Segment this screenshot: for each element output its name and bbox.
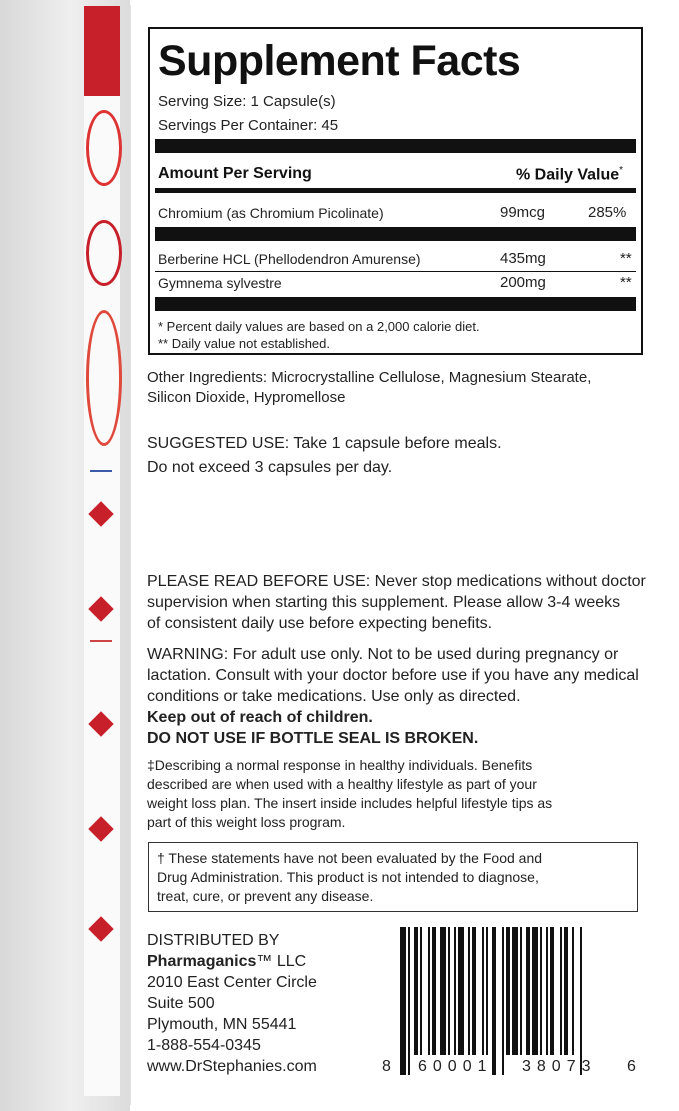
barcode-digit-group: 60001 <box>418 1058 493 1075</box>
serving-size: Serving Size: 1 Capsule(s) <box>158 93 336 110</box>
barcode-bar <box>408 927 410 1075</box>
barcode-bar <box>532 927 538 1055</box>
city-line: Plymouth, MN 55441 <box>147 1016 297 1033</box>
ingredient-daily-value: ** <box>620 274 632 291</box>
barcode-bar <box>512 927 518 1055</box>
please-read-line: supervision when starting this supplement. Please allow 3-4 weeks <box>147 594 621 611</box>
fda-line: Drug Administration. This product is not intended to diagnose, <box>157 869 539 885</box>
facts-title: Supplement Facts <box>158 37 521 85</box>
barcode-bar <box>520 927 522 1055</box>
amount-per-serving-header: Amount Per Serving <box>158 165 312 182</box>
barcode-icon <box>394 925 637 1077</box>
thick-rule <box>155 297 636 311</box>
barcode-digit: 8 <box>382 1058 391 1075</box>
barcode-digit-group: 38073 <box>522 1058 597 1075</box>
other-ingredients-line: Other Ingredients: Microcrystalline Cellulose, Magnesium Stearate, <box>147 369 592 386</box>
address-line: 2010 East Center Circle <box>147 974 317 991</box>
ingredient-daily-value: ** <box>620 250 632 267</box>
barcode-digit: 6 <box>627 1058 636 1075</box>
barcode-bar <box>492 927 496 1075</box>
barcode-bar <box>414 927 418 1055</box>
describing-line: weight loss plan. The insert inside includes helpful lifestyle tips as <box>147 795 553 811</box>
side-divider <box>90 640 112 642</box>
website-url: www.DrStephanies.com <box>147 1058 317 1075</box>
barcode-bar <box>572 927 574 1055</box>
barcode-bar <box>448 927 450 1055</box>
barcode-bar <box>454 927 456 1055</box>
ingredient-name: Berberine HCL (Phellodendron Amurense) <box>158 251 421 267</box>
side-divider <box>90 470 112 472</box>
barcode-bar <box>472 927 476 1055</box>
barcode-bar <box>540 927 542 1055</box>
medium-rule <box>155 188 636 193</box>
barcode-bar <box>580 927 582 1075</box>
fda-line: treat, cure, or prevent any disease. <box>157 888 374 904</box>
describing-line: ‡Describing a normal response in healthy individuals. Benefits <box>147 757 533 773</box>
barcode-bar <box>400 927 406 1075</box>
footnote-not-established: ** Daily value not established. <box>158 336 330 351</box>
please-read-line: of consistent daily use before expecting benefits. <box>147 615 493 632</box>
warning-line: lactation. Consult with your doctor before use if you have any medical <box>147 667 639 684</box>
barcode-bar <box>468 927 470 1055</box>
thick-rule <box>155 139 636 153</box>
thick-rule <box>155 227 636 241</box>
company-name: Pharmaganics™ LLC <box>147 953 307 970</box>
ingredient-name: Gymnema sylvestre <box>158 275 282 291</box>
suggested-use-line: Do not exceed 3 capsules per day. <box>147 459 393 476</box>
ingredient-daily-value: 285% <box>588 204 627 221</box>
seal-warning: DO NOT USE IF BOTTLE SEAL IS BROKEN. <box>147 730 479 747</box>
barcode-bar <box>560 927 562 1055</box>
barcode-bar <box>420 927 422 1055</box>
address-line: Suite 500 <box>147 995 215 1012</box>
barcode-bar <box>550 927 554 1055</box>
barcode-bar <box>506 927 510 1055</box>
side-panel-red-band <box>84 6 120 96</box>
ingredient-amount: 435mg <box>500 250 546 267</box>
ingredient-amount: 200mg <box>500 274 546 291</box>
supplement-facts-panel <box>148 27 643 355</box>
barcode-bar <box>486 927 488 1055</box>
distributed-by-label: DISTRIBUTED BY <box>147 932 280 949</box>
please-read-line: PLEASE READ BEFORE USE: Never stop medications without doctor <box>147 573 646 590</box>
barcode-bar <box>482 927 484 1055</box>
side-circle-icon <box>86 310 122 446</box>
suggested-use-line: SUGGESTED USE: Take 1 capsule before meals. <box>147 435 502 452</box>
daily-value-header: % Daily Value* <box>516 165 624 184</box>
barcode-bar <box>564 927 568 1055</box>
side-circle-icon <box>86 110 122 186</box>
barcode-bar <box>440 927 446 1055</box>
warning-line: WARNING: For adult use only. Not to be used during pregnancy or <box>147 646 619 663</box>
ingredient-amount: 99mcg <box>500 204 546 221</box>
barcode-bar <box>428 927 430 1055</box>
barcode-bar <box>526 927 530 1055</box>
servings-per-container: Servings Per Container: 45 <box>158 117 339 134</box>
other-ingredients-line: Silicon Dioxide, Hypromellose <box>147 389 346 406</box>
side-circle-icon <box>86 220 122 286</box>
barcode-bar <box>458 927 464 1055</box>
describing-line: part of this weight loss program. <box>147 814 346 830</box>
barcode-bar <box>502 927 504 1075</box>
describing-line: described are when used with a healthy lifestyle as part of your <box>147 776 537 792</box>
keep-out-of-reach: Keep out of reach of children. <box>147 709 373 726</box>
ingredient-name: Chromium (as Chromium Picolinate) <box>158 205 384 221</box>
phone-number: 1-888-554-0345 <box>147 1037 261 1054</box>
barcode-bar <box>432 927 436 1055</box>
thin-rule <box>155 271 636 272</box>
barcode-bar <box>546 927 548 1055</box>
footnote-percent: * Percent daily values are based on a 2,000 calorie diet. <box>158 319 480 334</box>
warning-line: conditions or take medications. Use only as directed. <box>147 688 521 705</box>
fda-line: † These statements have not been evaluated by the Food and <box>157 850 543 866</box>
